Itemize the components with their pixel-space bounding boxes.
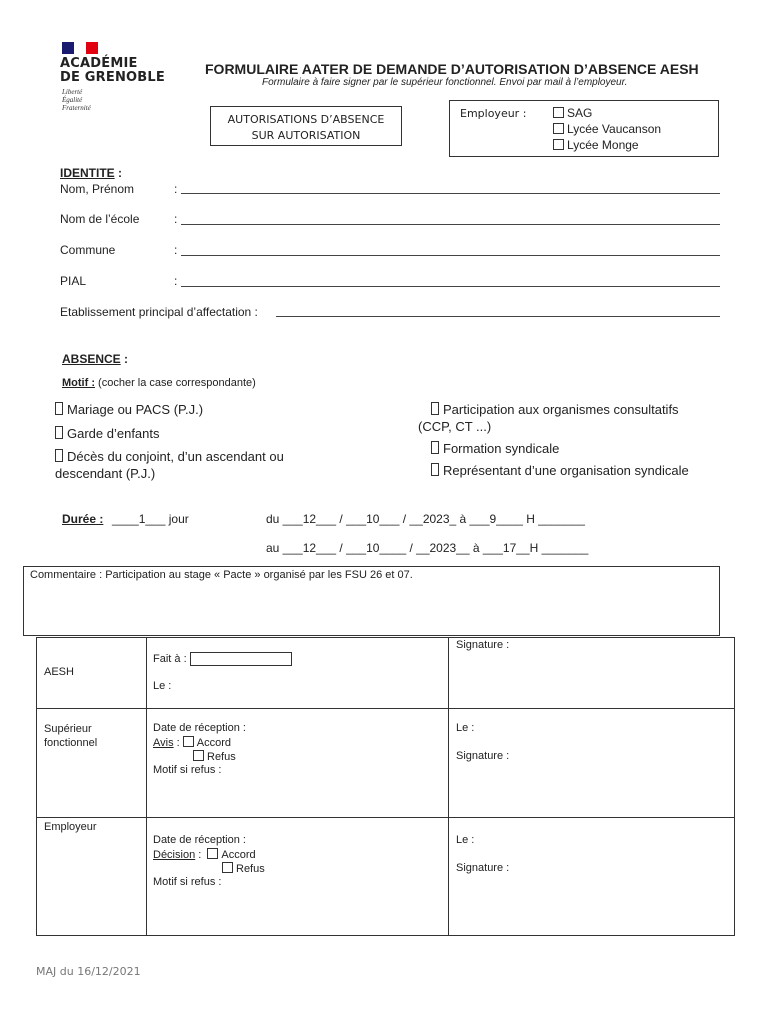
motif-deces[interactable]: Décès du conjoint, d’un ascendant ou descendant (P.J.) <box>55 449 284 481</box>
employeur-decision-accord[interactable]: Décision : Accord <box>153 849 256 861</box>
duree-value[interactable]: ____1___ jour <box>112 512 189 526</box>
marianne-logo <box>62 42 98 54</box>
checkbox-icon[interactable] <box>553 123 564 134</box>
form-subtitle: Formulaire à faire signer par le supérieur fonctionnel. Envoi par mail à l’employeur. <box>262 77 628 88</box>
superieur-avis-refus[interactable]: Refus <box>193 750 236 763</box>
duree-label: Durée : <box>62 512 104 526</box>
motif-mariage[interactable]: Mariage ou PACS (P.J.) <box>55 401 203 418</box>
aesh-date-label: Le : <box>153 680 172 692</box>
republic-motto: Liberté Égalité Fraternité <box>62 88 91 112</box>
checkbox-icon[interactable] <box>431 402 439 415</box>
superieur-date-label: Le : <box>456 722 475 734</box>
checkbox-icon[interactable] <box>183 736 194 747</box>
absence-heading: ABSENCE : <box>62 352 129 366</box>
checkbox-icon[interactable] <box>431 463 439 476</box>
superieur-signature-label: Signature : <box>456 750 510 762</box>
checkbox-icon[interactable] <box>55 426 63 439</box>
field-label-nom: Nom, Prénom <box>60 182 135 196</box>
aesh-signature-label: Signature : <box>456 639 510 651</box>
employer-option-monge[interactable]: Lycée Monge <box>553 138 639 152</box>
field-input-commune[interactable] <box>181 255 720 256</box>
field-input-nom[interactable] <box>181 193 720 194</box>
field-label-ecole: Nom de l’école <box>60 212 140 226</box>
fait-a-label: Fait à : <box>153 652 292 666</box>
academy-name: ACADÉMIE DE GRENOBLE <box>60 56 165 85</box>
employer-label: Employeur : <box>460 107 527 120</box>
checkbox-icon[interactable] <box>207 848 218 859</box>
authorization-type-box: AUTORISATIONS D’ABSENCE SUR AUTORISATION <box>210 106 402 146</box>
row-label-employeur: Employeur <box>44 821 97 833</box>
row-label-aesh: AESH <box>44 666 74 678</box>
motif-garde[interactable]: Garde d’enfants <box>55 425 160 442</box>
field-input-etablissement[interactable] <box>276 316 720 317</box>
signature-table <box>36 637 735 936</box>
checkbox-icon[interactable] <box>55 449 63 462</box>
checkbox-icon[interactable] <box>222 862 233 873</box>
fait-a-input[interactable] <box>190 652 292 666</box>
table-row-employeur <box>37 818 735 936</box>
date-start[interactable]: du ___12___ / ___10___ / __2023_ à ___9____ H _______ <box>266 512 585 526</box>
employeur-decision-refus[interactable]: Refus <box>222 862 265 875</box>
field-label-etablissement: Etablissement principal d’affectation : <box>60 305 258 319</box>
field-label-pial: PIAL <box>60 274 87 288</box>
employer-option-vaucanson[interactable]: Lycée Vaucanson <box>553 122 661 136</box>
footer-update-date: MAJ du 16/12/2021 <box>36 965 141 978</box>
employeur-motif-refus: Motif si refus : <box>153 876 222 888</box>
identite-heading: IDENTITE : <box>60 166 123 180</box>
checkbox-icon[interactable] <box>193 750 204 761</box>
superieur-avis-accord[interactable]: Avis : Accord <box>153 737 232 749</box>
motif-line: Motif : (cocher la case correspondante) <box>62 377 256 389</box>
checkbox-icon[interactable] <box>55 402 63 415</box>
form-title: FORMULAIRE AATER DE DEMANDE D’AUTORISATION D’ABSENCE AESH <box>205 61 699 77</box>
employer-option-sag[interactable]: SAG <box>553 106 592 120</box>
checkbox-icon[interactable] <box>553 139 564 150</box>
employeur-date-label: Le : <box>456 834 475 846</box>
superieur-date-reception: Date de réception : <box>153 722 246 734</box>
field-input-ecole[interactable] <box>181 224 720 225</box>
field-input-pial[interactable] <box>181 286 720 287</box>
employer-box <box>449 100 719 157</box>
employeur-date-reception: Date de réception : <box>153 834 246 846</box>
date-end[interactable]: au ___12___ / ___10____ / __2023__ à ___17__H _______ <box>266 541 589 555</box>
table-row-aesh <box>37 638 735 709</box>
field-label-commune: Commune <box>60 243 116 257</box>
table-row-superieur <box>37 709 735 818</box>
comment-box[interactable] <box>23 566 720 636</box>
motif-formation-syndicale[interactable]: Formation syndicale <box>431 440 559 457</box>
motif-participation[interactable]: Participation aux organismes consultatifs (CCP, CT ...) <box>418 402 679 434</box>
superieur-motif-refus: Motif si refus : <box>153 764 222 776</box>
row-label-superieur: Supérieur fonctionnel <box>44 723 98 749</box>
comment-text: Commentaire : Participation au stage « Pacte » organisé par les FSU 26 et 07. <box>30 569 413 581</box>
motif-representant[interactable]: Représentant d’une organisation syndicale <box>431 462 689 479</box>
checkbox-icon[interactable] <box>431 441 439 454</box>
checkbox-icon[interactable] <box>553 107 564 118</box>
employeur-signature-label: Signature : <box>456 862 510 874</box>
